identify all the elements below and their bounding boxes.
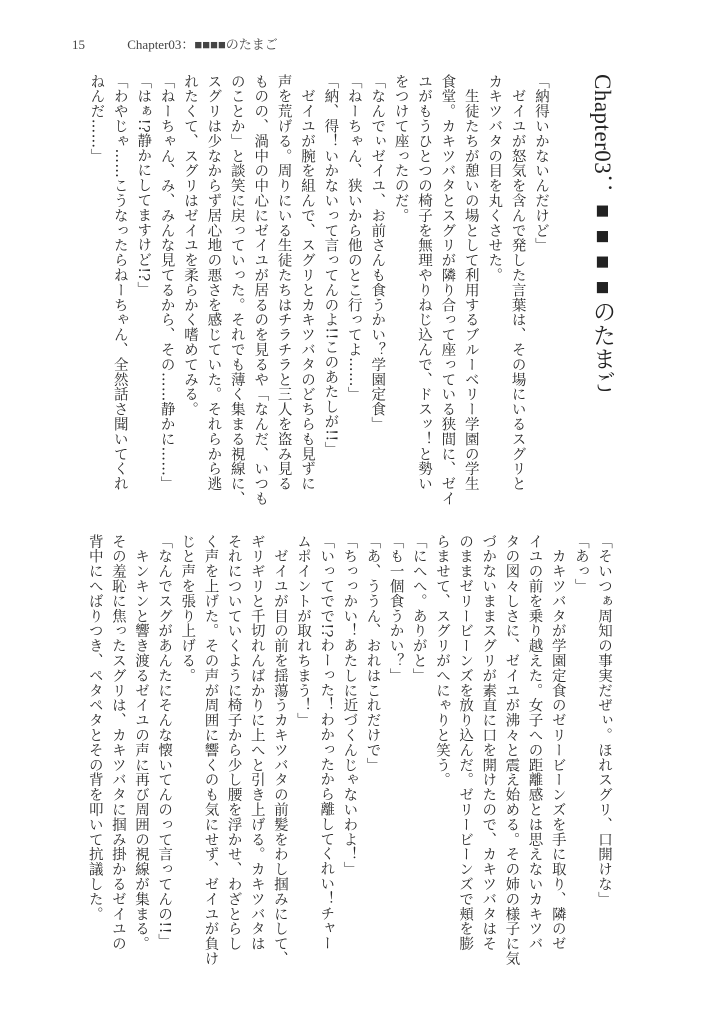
text-line: 声を荒げる。周りにいる生徒たちはチラチラと三人を盗み見る [275, 74, 292, 492]
text-line: ものの、渦中の中心にゼイユが居るのを見るや「なんだ、いつも [252, 74, 269, 507]
text-line: 食堂。カキツバタとスグリが隣り合って座っている狭間に、ゼイ [439, 74, 456, 507]
text-line: ゼイユが目の前を揺蕩うカキツバタの前髪をわし掴みにして、 [271, 534, 288, 967]
text-line: をつけて座ったのだ。 [392, 74, 409, 223]
text-line: 「ちっっかい！あたしに近づくんじゃないわよ！」 [341, 534, 358, 877]
text-line: のことか」と談笑に戻っていった。それでも薄く集まる視線に、 [228, 74, 245, 507]
chapter-title: Chapter03：■■■■のたまご [590, 74, 615, 394]
text-line: 「あ、ううん、おれはこれだけで」 [364, 534, 381, 773]
text-line: 「いってでで!?わーった！わかったから離してくれい！チャー [318, 534, 335, 951]
text-line: 生徒たちが憩いの場として利用するブルーベリー学園の学生 [462, 74, 479, 492]
text-line: らませて、スグリがへにゃりと笑う。 [433, 534, 450, 788]
text-line: カキツバタの目を丸くさせた。 [486, 74, 503, 283]
text-line: のままゼリービーンズを放り込んだ。ゼリービーンズで頬を膨 [457, 534, 474, 952]
text-line: キンキンと響き渡るゼイユの声に再び周囲の視線が集まる。 [133, 534, 149, 952]
text-line: 「にへへ。ありがと」 [410, 534, 427, 683]
text-line: 「そいつぁ周知の事実だぜぃ。ほれスグリ、口開けな」 [596, 534, 612, 907]
text-line: カキツバタが学園定食のゼリービーンズを手に取り、隣のゼ [549, 534, 566, 952]
text-line: 「納、得！いかないって言ってんのよ!!このあたしが!!」 [322, 74, 339, 457]
running-header [72, 34, 278, 53]
text-line: 背中にへばりつき、ペタペタとその背を叩いて抗議した。 [86, 534, 103, 922]
page-number: 15 [72, 37, 85, 52]
text-line: その羞恥に焦ったスグリは、カキツバタに掴み掛かるゼイユの [109, 534, 126, 952]
text-line: 「納得いかないんだけど」 [533, 74, 549, 253]
text-line: 「ねーちゃん、み、みんな見てるから、その……静かに……」 [158, 74, 175, 492]
text-line: 「なんでぃゼイユ、お前さんも食うかい？学園定食」 [369, 74, 386, 432]
text-line: それについていくように椅子から少し腰を浮かせ、わざとらし [225, 534, 242, 952]
text-line: 「あっ」 [572, 534, 589, 594]
text-line: づかないままスグリが素直に口を開けたので、カキツバタはそ [480, 534, 497, 952]
text-line: く声を上げた。その声が周囲に響くのも気にせず、ゼイユが負け [202, 534, 219, 967]
text-line: れたくて、スグリはゼイユを柔らかく嗜めてみる。 [182, 74, 198, 417]
text-line: ねんだ……」 [88, 74, 105, 164]
text-line: ゼイユが怒気を含んで発した言葉は、その場にいるスグリと [509, 74, 526, 492]
text-line: イユの前を乗り越えた。女子への距離感とは思えないカキツバ [526, 534, 543, 952]
text-line: 「ねーちゃん、狭いから他のとこ行ってよ……」 [345, 74, 362, 402]
text-line: ユがもうひとつの椅子を無理やりねじ込んで、ドスッ！と勢い [416, 74, 432, 492]
text-line: スグリは少なからず居心地の悪さを感じていた。それらから逃 [205, 74, 222, 492]
text-line: 「なんでスグがあんたにそんな懐いてんのって言ってんの!!」 [156, 534, 173, 949]
text-line: 「わやじゃ……こうなったらねーちゃん、全然話さ聞いてくれ [111, 74, 128, 492]
text-line: ムポイントが取れちまう！」 [295, 534, 312, 728]
text-line: ゼイユが腕を組んで、スグリとカキツバタのどちらも見ずに [299, 74, 315, 492]
running-title: Chapter03：■■■■のたまご [127, 37, 278, 52]
text-line: タの図々しさに、ゼイユが沸々と震え始める。その姉の様子に気 [503, 534, 520, 967]
text-line: じと声を張り上げる。 [179, 534, 196, 683]
text-line: ギリギリと千切れんばかりに上へと引き上げる。カキツバタは [248, 534, 265, 952]
text-line: 「はぁ!?静かにしてますけど!?」 [135, 74, 152, 297]
text-line: 「も一個食うかい？」 [387, 534, 404, 683]
